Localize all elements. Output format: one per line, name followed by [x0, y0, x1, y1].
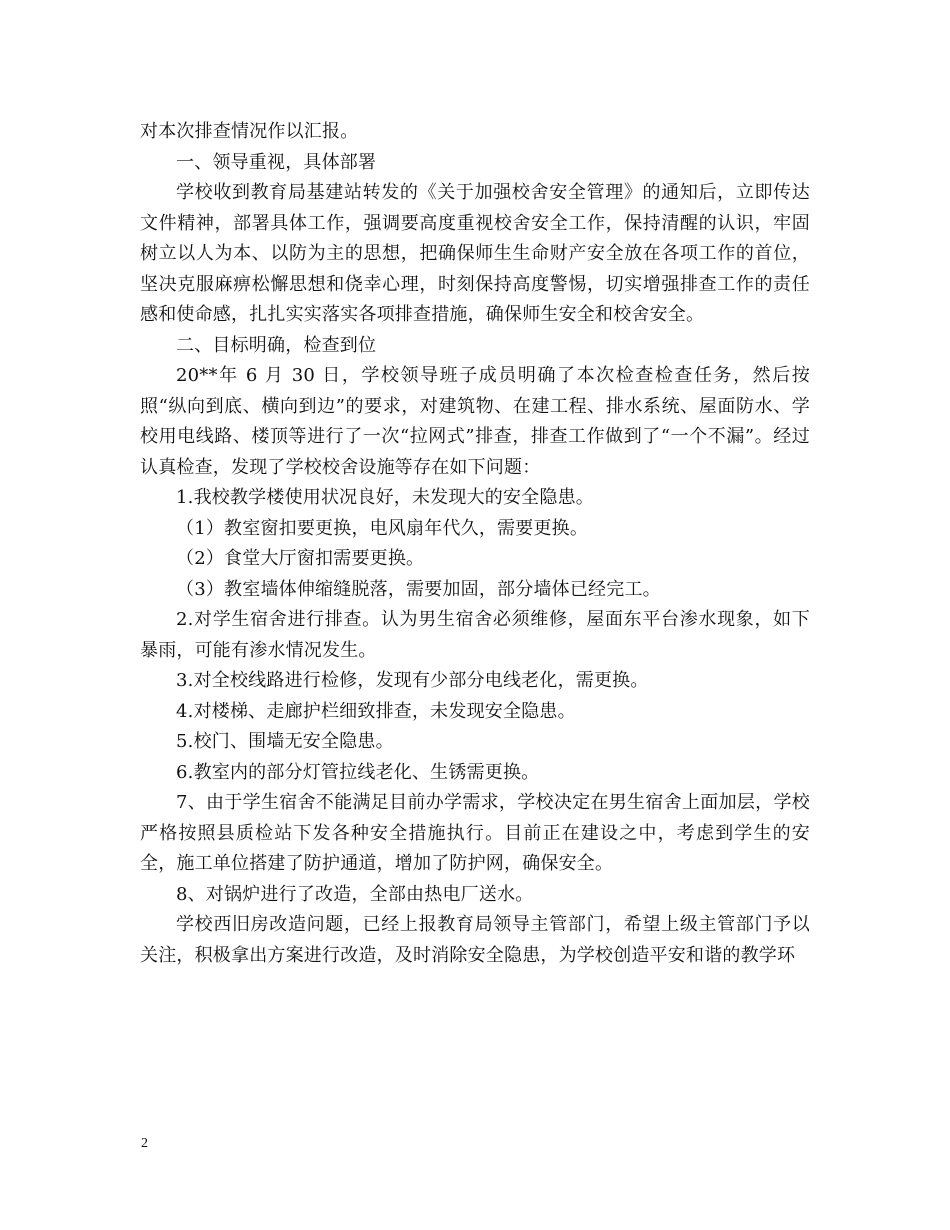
- list-item-2: 2.对学生宿舍进行排查。认为男生宿舍必须维修，屋面东平台渗水现象，如下暴雨，可能有渗水情况发生。: [140, 609, 810, 661]
- sub-item-1: （1）教室窗扣要更换，电风扇年代久，需要更换。: [176, 517, 589, 539]
- paragraph-inspection: 20**年 6 月 30 日，学校领导班子成员明确了本次检查检查任务，然后按照“纵向到底、横向到边”的要求，对建筑物、在建工程、排水系统、屋面防水、学校用电线路、楼顶等进行了一次“拉网式”排查，排查工作做到了“一个不漏”。经过认真检查，发现了学校校舍设施等存在如下问题：: [140, 365, 810, 478]
- list-item-3: 3.对全校线路进行检修，发现有少部分电线老化，需更换。: [176, 670, 649, 691]
- document-body: [140, 117, 810, 971]
- sub-item-2: （2）食堂大厅窗扣需要更换。: [176, 548, 425, 569]
- section-heading-1: 一、领导重视，具体部署: [176, 151, 377, 173]
- page-number: 2: [141, 1136, 148, 1151]
- list-item-4: 4.对楼梯、走廊护栏细致排查，未发现安全隐患。: [176, 700, 576, 722]
- list-item-5: 5.校门、围墙无安全隐患。: [176, 731, 394, 752]
- paragraph-renovation: 学校西旧房改造问题，已经上报教育局领导主管部门，希望上级主管部门予以关注，积极拿出方案进行改造，及时消除安全隐患，为学校创造平安和谐的教学环: [140, 914, 810, 966]
- list-item-1: 1.我校教学楼使用状况良好，未发现大的安全隐患。: [176, 487, 594, 508]
- paragraph-deployment: 学校收到教育局基建站转发的《关于加强校舍安全管理》的通知后，立即传达文件精神，部署具体工作，强调要高度重视校舍安全工作，保持清醒的认识，牢固树立以人为本、以防为主的思想，把确保师生生命财产安全放在各项工作的首位，坚决克服麻痹松懈思想和侥幸心理，时刻保持高度警惕，切实增强排查工作的责任感和使命感，扎扎实实落实各项排查措施，确保师生安全和校舍安全。: [140, 182, 810, 325]
- list-item-7: 7、由于学生宿舍不能满足目前办学需求，学校决定在男生宿舍上面加层，学校严格按照县质检站下发各种安全措施执行。目前正在建设之中，考虑到学生的安全，施工单位搭建了防护通道，增加了防护网，确保安全。: [140, 792, 810, 874]
- sub-item-3: （3）教室墙体伸缩缝脱落，需要加固，部分墙体已经完工。: [176, 578, 661, 600]
- section-heading-2: 二、目标明确，检查到位: [176, 334, 377, 356]
- paragraph-continuation: 对本次排查情况作以汇报。: [140, 121, 359, 142]
- list-item-6: 6.教室内的部分灯管拉线老化、生锈需更换。: [176, 761, 540, 783]
- list-item-8: 8、对锅炉进行了改造，全部由热电厂送水。: [176, 883, 534, 905]
